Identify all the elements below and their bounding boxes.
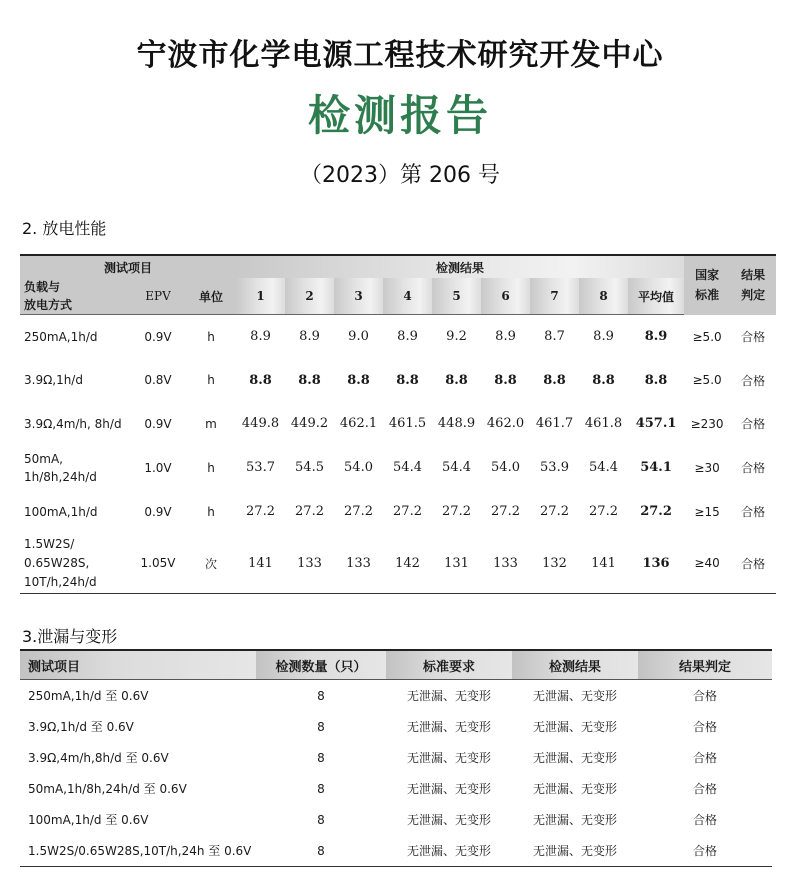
row-value: 54.0: [491, 460, 520, 475]
header-standard: 国家 标准: [684, 255, 730, 315]
row-verdict: 合格: [741, 330, 766, 344]
row-epv: 0.9V: [144, 416, 172, 431]
header-quantity: 检测数量（只）: [256, 650, 386, 680]
row-value: 27.2: [540, 504, 569, 519]
row-average: 457.1: [635, 416, 677, 431]
row-quantity: 8: [317, 688, 325, 703]
row-value: 133: [481, 534, 530, 594]
row-value: 54.4: [393, 460, 422, 475]
row-standard: ≥5.0: [692, 373, 722, 387]
row-value: 54.4: [442, 460, 471, 475]
row-item: 3.9Ω,4m/h,8h/d 至 0.6V: [28, 751, 169, 765]
row-unit: h: [207, 460, 215, 475]
row-standard: ≥15: [694, 504, 720, 519]
header-trial-7: 7: [530, 278, 579, 315]
row-result: 无泄漏、无变形: [532, 751, 617, 765]
row-epv: 0.9V: [144, 329, 172, 344]
row-value: 54.5: [295, 460, 324, 475]
row-epv: 0.8V: [144, 373, 172, 387]
row-verdict: 合格: [692, 720, 717, 734]
row-value: 449.2: [290, 416, 329, 431]
row-verdict: 合格: [692, 751, 717, 765]
row-value: 133: [285, 534, 334, 594]
row-value: 448.9: [437, 416, 476, 431]
row-value: 462.0: [486, 416, 525, 431]
row-value: 449.8: [241, 416, 280, 431]
row-value: 9.0: [348, 329, 369, 345]
row-value: 27.2: [344, 504, 373, 519]
row-quantity: 8: [317, 750, 325, 765]
row-result: 无泄漏、无变形: [532, 782, 617, 796]
header-verdict: 结果 判定: [730, 255, 776, 315]
row-value: 9.2: [446, 329, 467, 345]
row-value: 8.9: [495, 329, 516, 345]
header-test-item: 测试项目: [20, 650, 256, 680]
header-average: 平均值: [628, 278, 684, 315]
table-row: [20, 773, 772, 804]
header-trial-1: 1: [236, 278, 285, 315]
row-average: 8.8: [644, 372, 668, 388]
row-unit: h: [207, 504, 215, 519]
table-row: [20, 402, 776, 446]
row-mode: 250mA,1h/d: [24, 329, 98, 344]
row-value: 132: [530, 534, 579, 594]
row-average: 136: [628, 534, 684, 594]
row-value: 54.0: [344, 460, 373, 475]
row-result: 无泄漏、无变形: [532, 689, 617, 703]
row-standard: ≥5.0: [692, 329, 722, 344]
row-unit: 次: [186, 534, 236, 594]
row-verdict: 合格: [730, 534, 776, 594]
row-requirement: 无泄漏、无变形: [406, 689, 491, 703]
row-value: 8.9: [299, 329, 320, 345]
row-requirement: 无泄漏、无变形: [406, 751, 491, 765]
row-value: 142: [383, 534, 432, 594]
row-quantity: 8: [256, 835, 386, 867]
row-result: 无泄漏、无变形: [532, 720, 617, 734]
row-quantity: 8: [317, 719, 325, 734]
header-requirement: 标准要求: [386, 650, 512, 680]
table-row: [20, 680, 772, 712]
table-header-row: [20, 650, 772, 680]
table-row: [20, 534, 776, 594]
row-verdict: 合格: [741, 461, 766, 475]
row-requirement: 无泄漏、无变形: [406, 720, 491, 734]
row-value: 133: [334, 534, 383, 594]
row-value: 8.9: [593, 329, 614, 345]
row-verdict: 合格: [638, 835, 772, 867]
report-title: 检测报告: [307, 91, 492, 140]
section-title-leakage: 3.泄漏与变形: [22, 627, 118, 646]
table-row: [20, 804, 772, 835]
row-value: 8.8: [298, 372, 321, 388]
header-trial-3: 3: [334, 278, 383, 315]
discharge-performance-table: [20, 254, 776, 594]
row-result: 无泄漏、无变形: [532, 813, 617, 827]
row-requirement: 无泄漏、无变形: [406, 813, 491, 827]
header-epv: EPV: [130, 278, 186, 315]
report-number: （2023）第 206 号: [300, 163, 500, 188]
row-value: 131: [432, 534, 481, 594]
row-verdict: 合格: [692, 689, 717, 703]
table-row: [20, 446, 776, 490]
table-row: [20, 835, 772, 867]
row-unit: m: [205, 416, 217, 431]
row-epv: 1.0V: [144, 460, 172, 475]
row-value: 54.4: [589, 460, 618, 475]
row-value: 27.2: [295, 504, 324, 519]
row-value: 141: [579, 534, 628, 594]
table-row: [20, 315, 776, 359]
header-trial-4: 4: [383, 278, 432, 315]
row-value: 27.2: [491, 504, 520, 519]
table-row: [20, 742, 772, 773]
row-value: 8.8: [249, 372, 272, 388]
header-mode: 负载与 放电方式: [20, 278, 130, 315]
row-requirement: 无泄漏、无变形: [406, 782, 491, 796]
header-test-item: 测试项目: [20, 255, 236, 278]
header-trial-5: 5: [432, 278, 481, 315]
table-header-row: [20, 255, 776, 278]
row-value: 8.8: [494, 372, 517, 388]
row-item: 3.9Ω,1h/d 至 0.6V: [28, 720, 134, 734]
section-title-discharge: 2. 放电性能: [22, 219, 107, 238]
row-value: 27.2: [589, 504, 618, 519]
row-verdict: 合格: [741, 417, 766, 431]
header-trial-6: 6: [481, 278, 530, 315]
table-row: [20, 711, 772, 742]
row-value: 27.2: [442, 504, 471, 519]
row-epv: 0.9V: [144, 504, 172, 519]
row-value: 461.8: [584, 416, 623, 431]
header-results: 检测结果: [236, 255, 684, 278]
header-trial-2: 2: [285, 278, 334, 315]
row-value: 8.9: [397, 329, 418, 345]
row-value: 53.7: [246, 460, 275, 475]
row-value: 8.8: [347, 372, 370, 388]
row-value: 461.5: [388, 416, 427, 431]
row-average: 54.1: [640, 460, 672, 475]
row-requirement: 无泄漏、无变形: [386, 835, 512, 867]
row-unit: h: [207, 329, 215, 344]
row-value: 462.1: [339, 416, 378, 431]
row-item: 100mA,1h/d 至 0.6V: [28, 813, 149, 827]
table-row: [20, 490, 776, 534]
row-mode: 3.9Ω,4m/h, 8h/d: [24, 416, 122, 431]
row-item: 250mA,1h/d 至 0.6V: [28, 689, 149, 703]
row-standard: ≥30: [694, 460, 720, 475]
row-quantity: 8: [317, 781, 325, 796]
row-average: 8.9: [644, 329, 668, 345]
row-mode: 50mA, 1h/8h,24h/d: [24, 451, 97, 484]
header-unit: 单位: [186, 278, 236, 315]
row-value: 27.2: [393, 504, 422, 519]
header-verdict: 结果判定: [638, 650, 772, 680]
row-value: 8.8: [445, 372, 468, 388]
row-mode: 100mA,1h/d: [24, 504, 98, 519]
row-value: 8.8: [543, 372, 566, 388]
table-row: [20, 359, 776, 402]
table-subheader-row: [20, 278, 776, 315]
leakage-deformation-table: [20, 649, 772, 867]
row-unit: h: [207, 373, 215, 387]
row-quantity: 8: [317, 812, 325, 827]
row-mode: 1.5W2S/ 0.65W28S, 10T/h,24h/d: [20, 534, 130, 594]
row-mode: 3.9Ω,1h/d: [24, 373, 83, 387]
row-value: 8.8: [396, 372, 419, 388]
row-standard: ≥40: [684, 534, 730, 594]
row-item: 1.5W2S/0.65W28S,10T/h,24h 至 0.6V: [20, 835, 256, 867]
row-average: 27.2: [640, 504, 672, 519]
row-verdict: 合格: [741, 505, 766, 519]
row-value: 141: [236, 534, 285, 594]
row-verdict: 合格: [692, 782, 717, 796]
row-item: 50mA,1h/8h,24h/d 至 0.6V: [28, 782, 187, 796]
row-epv: 1.05V: [130, 534, 186, 594]
row-value: 8.7: [544, 329, 565, 345]
row-value: 27.2: [246, 504, 275, 519]
header-trial-8: 8: [579, 278, 628, 315]
row-result: 无泄漏、无变形: [512, 835, 638, 867]
row-value: 53.9: [540, 460, 569, 475]
organization-name: 宁波市化学电源工程技术研究开发中心: [136, 38, 664, 73]
row-verdict: 合格: [741, 373, 766, 388]
row-value: 461.7: [535, 416, 574, 431]
row-standard: ≥230: [690, 416, 724, 431]
row-verdict: 合格: [692, 813, 717, 827]
row-value: 8.8: [592, 372, 615, 388]
header-result: 检测结果: [512, 650, 638, 680]
row-value: 8.9: [250, 329, 271, 345]
